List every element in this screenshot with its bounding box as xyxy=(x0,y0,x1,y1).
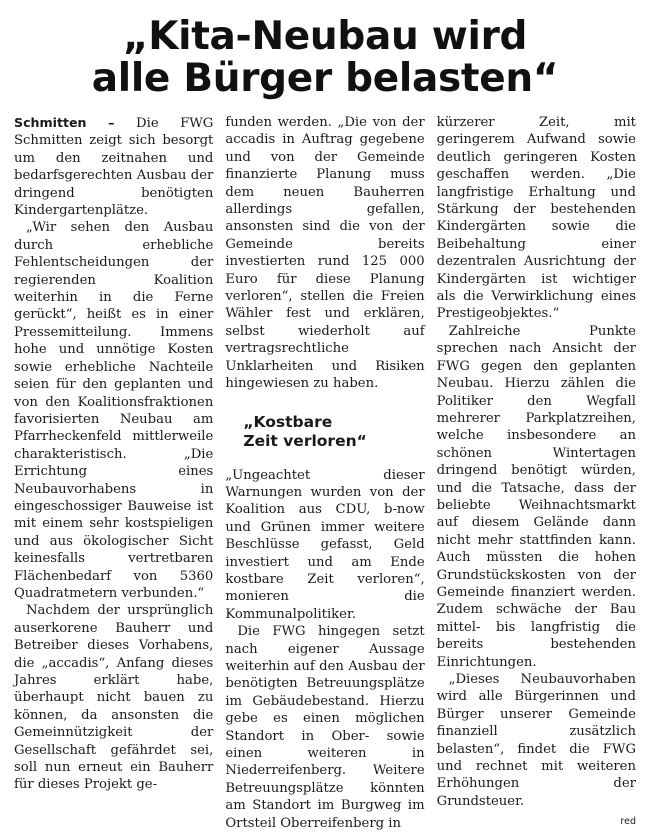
subheading-line-2: Zeit verloren“ xyxy=(243,431,367,450)
headline-line-2: alle Bürger belasten“ xyxy=(91,56,559,101)
subheading xyxy=(243,413,424,451)
author-tag: red xyxy=(620,816,636,828)
paragraph: Die FWG hingegen setzt nach eigener Aussage weiterhin auf den Ausbau der benötigten Betreuungsplätze im Gebäudebestand. Hierzu gebe es einen möglichen Standort in Ober- sowie einen weiteren in Niederreifenberg. Weitere Betreuungsplätze könnten am Standort im Burgweg im Ortsteil Oberreifenberg in xyxy=(225,624,425,831)
paragraph: „Dieses Neubauvorhaben wird alle Bürgerinnen und Bürger unserer Gemeinde finanziell zusätzlich belasten“, findet die FWG und rechnet mit weiteren Erhöhungen der Grundsteuer. xyxy=(436,672,636,809)
subheading-line-1: „Kostbare xyxy=(243,412,333,431)
paragraph: kürzerer Zeit, mit geringerem Aufwand sowie deutlich geringeren Kosten geschaffen werden. „Die langfristige Erhaltung und Stärkung der bestehenden Kindergärten sowie die Beibehaltung einer dezentralen Ausrichtung der Kindergärten ist wichtiger als die Verwirklichung eines Prestigeobjektes.“ xyxy=(436,115,636,322)
paragraph-text: Die FWG Schmitten zeigt sich besorgt um den zeitnahen und bedarfsgerechten Ausbau der dringend benötigten Kindergartenplätze. xyxy=(14,116,214,219)
column-1 xyxy=(14,114,213,832)
paragraph: Zahlreiche Punkte sprechen nach Ansicht der FWG gegen den geplanten Neubau. Hierzu zählen die Politiker den Wegfall mehrerer Parkplatzreihen, welche insbesondere an schönen Wintertagen dringend benötigt würden, und die Tatsache, dass der beliebte Weihnachtsmarkt auf diesem Gelände dann nicht mehr stattfinden kann. Auch müssten die hohen Grundstückskosten von der Gemeinde finanziert werden. Zudem schwäche der Bau mittel- bis langfristig die bereits bestehenden Einrichtungen. xyxy=(436,323,636,670)
paragraph: Nachdem der ursprünglich auserkorene Bauherr und Betreiber dieses Vorhabens, die „accadis“, Anfang dieses Jahres erklärt habe, überhaupt nicht bauen zu können, da ansonsten die Gemeinnützigkeit der Gesellschaft gefährdet sei, soll nun erneut ein Bauherr für dieses Projekt ge- xyxy=(14,603,214,793)
dateline: Schmitten – xyxy=(14,115,137,130)
column-2 xyxy=(225,114,424,832)
paragraph: „Ungeachtet dieser Warnungen wurden von der Koalition aus CDU, b-now und Grünen immer weitere Beschlüsse gefasst, Geld investiert und am Ende kostbare Zeit verloren“, monieren die Kommunalpolitiker. xyxy=(225,467,425,622)
column-3 xyxy=(437,114,636,832)
paragraph: funden werden. „Die von der accadis in Auftrag gegebene und von der Gemeinde finanzierte Planung muss dem neuen Bauherren allerdings gefallen, ansonsten sind die von der Gemeinde bereits investierten rund 125 000 Euro für diese Planung verloren“, stellen die Freien Wähler fest und erklären, selbst wiederholt auf vertragsrechtliche Unklarheiten und Risiken hingewiesen zu haben. xyxy=(225,115,425,392)
paragraph: „Wir sehen den Ausbau durch erhebliche Fehlentscheidungen der regierenden Koalition weiterhin in die Ferne gerückt“, heißt es in einer Pressemitteilung. Immens hohe und unnötige Kosten sowie erhebliche Nachteile seien für den geplanten und von den Koalitionsfraktionen favorisierten Neubau am Pfarrheckenfeld mittlerweile charakteristisch. „Die Errichtung eines Neubauvorhabens in eingeschossiger Bauweise ist mit einem sehr kostspieligen und aus ökologischer Sicht keinesfalls vertretbaren Flächenbedarf von 5360 Quadratmetern verbunden.“ xyxy=(14,220,214,601)
article-columns xyxy=(14,114,636,832)
headline-line-1: „Kita-Neubau wird xyxy=(122,14,528,59)
headline xyxy=(14,16,636,100)
paragraph xyxy=(14,114,213,219)
